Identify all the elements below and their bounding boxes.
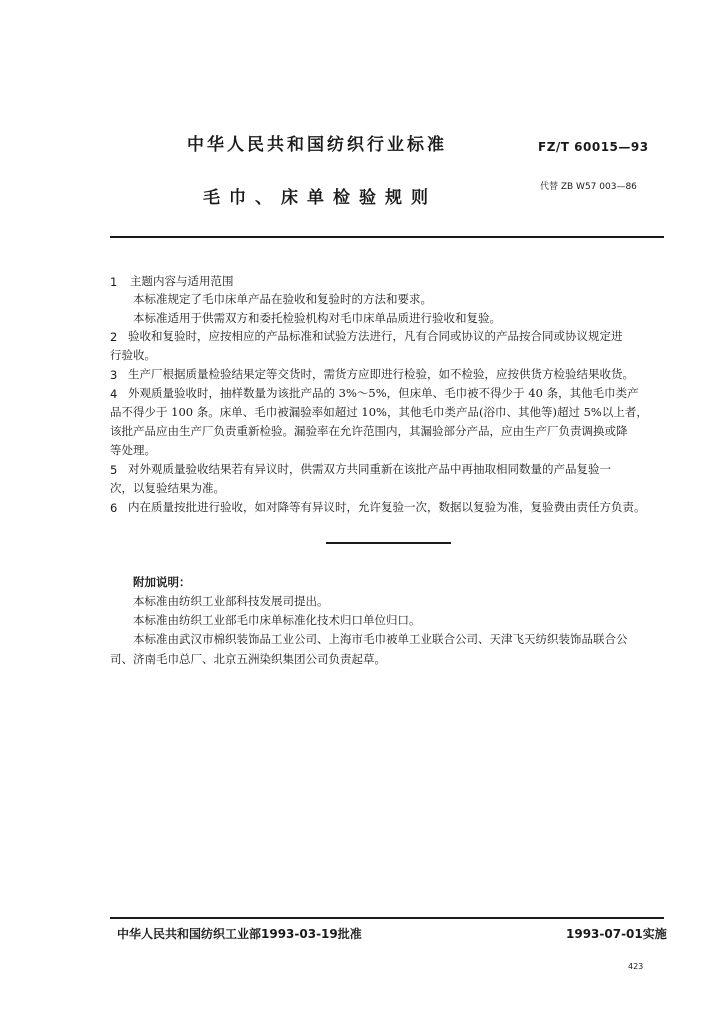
section-4-line-2: 品不得少于 100 条。床单、毛巾被漏验率如超过 10%，其他毛巾类产品(浴巾、其他等)超过 5%以上者， bbox=[110, 405, 648, 419]
appendix-line-4: 司、济南毛巾总厂、北京五洲染织集团公司负责起草。 bbox=[110, 652, 386, 666]
section-1-para-2: 本标准适用于供需双方和委托检验机构对毛巾床单品质进行验收和复验。 bbox=[133, 311, 501, 325]
footer-divider bbox=[110, 917, 664, 919]
section-1-number: 1 bbox=[110, 275, 118, 289]
section-2-line-2: 行验收。 bbox=[110, 348, 156, 362]
section-1-para-1: 本标准规定了毛巾床单产品在验收和复验时的方法和要求。 bbox=[133, 292, 432, 306]
replaces-standard: 代替 ZB W57 003—86 bbox=[540, 182, 637, 192]
standard-code: FZ/T 60015—93 bbox=[538, 140, 649, 154]
effective-date: 1993-07-01实施 bbox=[566, 927, 667, 941]
appendix-line-3: 本标准由武汉市棉织装饰品工业公司、上海市毛巾被单工业联合公司、天津飞天纺织装饰品联合公 bbox=[133, 632, 628, 646]
appendix-line-1: 本标准由纺织工业部科技发展司提出。 bbox=[133, 594, 329, 608]
approval-info: 中华人民共和国纺织工业部1993-03-19批准 bbox=[117, 927, 362, 941]
header-divider bbox=[110, 236, 664, 238]
document-title: 毛巾、床单检验规则 bbox=[203, 188, 437, 208]
section-5-line-2: 次，以复验结果为准。 bbox=[110, 481, 225, 495]
section-6-number: 6 bbox=[110, 501, 118, 515]
section-5-number: 5 bbox=[110, 463, 118, 477]
section-4-line-1: 外观质量验收时，抽样数量为该批产品的 3%～5%，但床单、毛巾被不得少于 40 条，其他毛巾类产 bbox=[128, 386, 639, 400]
section-6-line-1: 内在质量按批进行验收，如对降等有异议时，允许复验一次，数据以复验为准，复验费由责任方负责。 bbox=[128, 500, 646, 514]
section-2-number: 2 bbox=[110, 330, 118, 344]
page-number: 423 bbox=[628, 962, 644, 971]
section-4-line-3: 该批产品应由生产厂负责重新检验。漏验率在允许范围内，其漏验部分产品，应由生产厂负责调换或降 bbox=[110, 424, 628, 438]
section-3-number: 3 bbox=[110, 368, 118, 382]
appendix-line-2: 本标准由纺织工业部毛巾床单标准化技术归口单位归口。 bbox=[133, 613, 421, 627]
section-3-line-1: 生产厂根据质量检验结果定等交货时，需货方应即进行检验，如不检验，应按供货方检验结果收货。 bbox=[128, 367, 634, 381]
section-4-number: 4 bbox=[110, 387, 118, 401]
section-4-line-4: 等处理。 bbox=[110, 443, 156, 457]
appendix-heading: 附加说明： bbox=[133, 575, 191, 589]
standard-category-title: 中华人民共和国纺织行业标准 bbox=[187, 135, 447, 155]
section-1-heading: 主题内容与适用范围 bbox=[130, 274, 234, 288]
section-5-line-1: 对外观质量验收结果若有异议时，供需双方共同重新在该批产品中再抽取相同数量的产品复验一 bbox=[128, 462, 611, 476]
section-2-line-1: 验收和复验时，应按相应的产品标准和试验方法进行，凡有合同或协议的产品按合同或协议规定进 bbox=[128, 329, 623, 343]
end-divider bbox=[326, 542, 451, 544]
